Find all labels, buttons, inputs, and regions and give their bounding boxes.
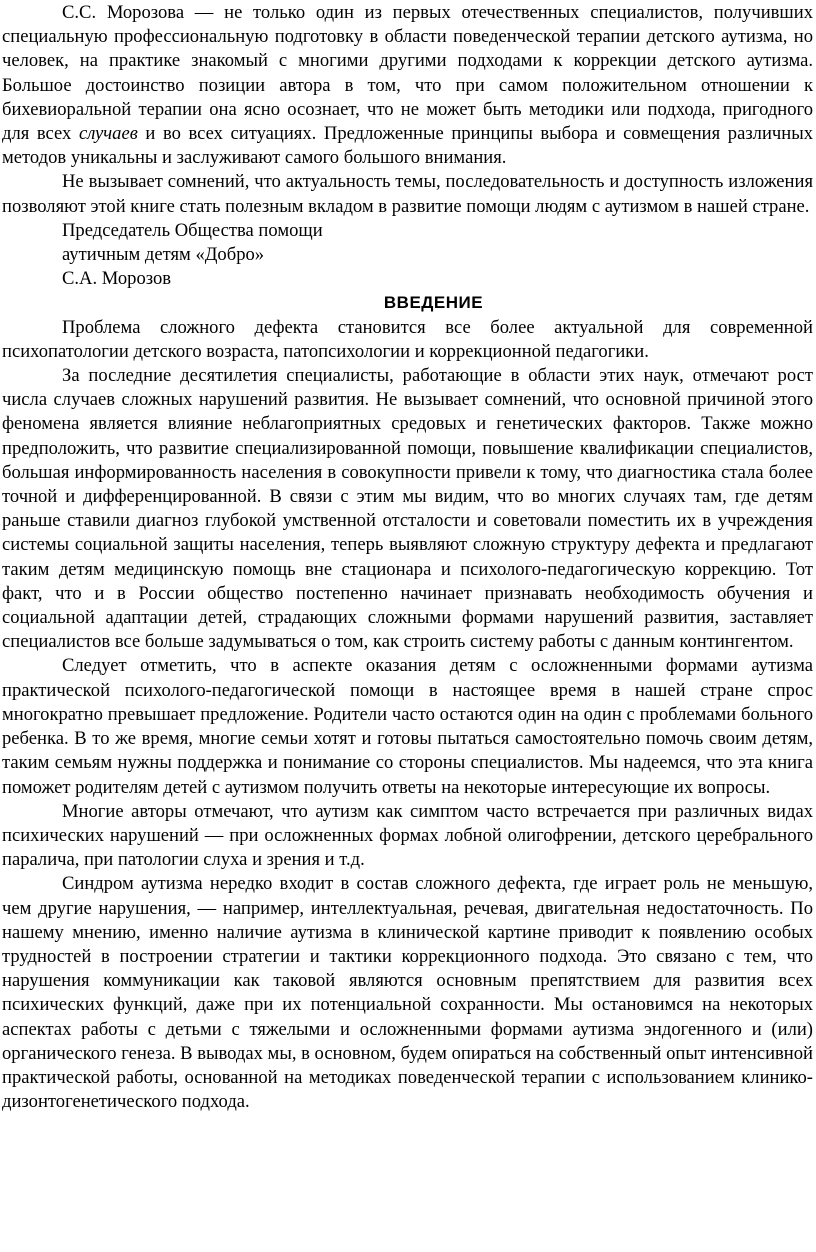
signature-line-3: С.А. Морозов (62, 268, 172, 290)
foreword-paragraph-2: Не вызывает сомнений, что актуальность темы, последовательность и доступность изложения позволяют этой книге стать полезным вкладом в развитие помощи людям с аутизмом в нашей стране. (2, 171, 813, 217)
intro-paragraph: За последние десятилетия специалисты, работающие в области этих наук, отмечают рост числа случаев сложных нарушений развития. Не вызывает сомнений, что основной причиной этого феномена является влияние неблагоприятных средовых и генетических факторов. Также можно предположить, что развитие специализированной помощи, повышение квалификации специалистов, большая информированность населения в совокупности привели к тому, что диагностика стала более точной и дифференцированной. В связи с этим мы видим, что во многих случаях там, где детям раньше ставили диагноз глубокой умственной отсталости и советовали поместить их в учреждения системы социальной защиты населения, теперь выявляют сложную структуру дефекта и предлагают таким детям медицинскую помощь вне стационара и психолого-педагогическую коррекцию. Тот факт, что и в России общество постепенно начинает признавать необходимость обучения и социальной адаптации детей, страдающих сложными формами нарушений развития, заставляет специалистов все больше задумываться о том, как строить систему работы с данным контингентом. (2, 365, 813, 653)
foreword-paragraph-1-emphasis: случаев (78, 123, 138, 145)
intro-paragraph: Проблема сложного дефекта становится все более актуальной для современной психопатологии детского возраста, патопсихологии и коррекционной педагогики. (2, 316, 813, 362)
signature-line-2: аутичным детям «Добро» (62, 244, 265, 266)
intro-paragraph: Синдром аутизма нередко входит в состав сложного дефекта, где играет роль не меньшую, чем другие нарушения, — например, интеллектуальная, речевая, двигательная недостаточность. По нашему мнению, именно наличие аутизма в клинической картине приводит к появлению особых трудностей в построении стратегии и тактики коррекционного подхода. Это связано с тем, что нарушения коммуникации как таковой являются основным препятствием для развития всех психических функций, даже при их потенциальной сохранности. Мы остановимся на некоторых аспектах работы с детьми с тяжелыми и осложненными формами аутизма эндогенного и (или) органического генеза. В выводах мы, в основном, будем опираться на собственный опыт интенсивной практической работы, основанной на методиках поведенческой терапии с использованием клинико-дизонтогенетического подхода. (2, 873, 813, 1113)
foreword-paragraph-1 (2, 1, 813, 170)
signature-line-1: Председатель Общества помощи (62, 219, 323, 241)
intro-paragraph: Следует отметить, что в аспекте оказания детям с осложненными формами аутизма практической психолого-педагогической помощи в настоящее время в нашей стране спрос многократно превышает предложение. Родители часто остаются один на один с проблемами больного ребенка. В то же время, многие семьи хотят и готовы пытаться самостоятельно помочь своим детям, таким семьям нужны поддержка и понимание со стороны специалистов. Мы надеемся, что эта книга поможет родителям детей с аутизмом получить ответы на некоторые интересующие их вопросы. (2, 655, 813, 798)
intro-paragraph: Многие авторы отмечают, что аутизм как симптом часто встречается при различных видах психических нарушений — при осложненных формах лобной олигофрении, детского церебрального паралича, при патологии слуха и зрения и т.д. (2, 800, 813, 871)
foreword-paragraph-1-text-a: С.С. Морозова — не только один из первых отечественных специалистов, получивших специальную профессиональную подготовку в области поведенческой терапии детского аутизма, но человек, на практике знакомый с многими другими подходами к коррекции детского аутизма. Большое достоинство позиции автора в том, что при самом положительном отношении к бихевиоральной терапии она ясно осознает, что не может быть методики или подхода, пригодного для всех (2, 2, 813, 145)
section-heading: ВВЕДЕНИЕ (383, 293, 484, 313)
foreword-paragraph-1-text-b: и во всех ситуациях. Предложенные принципы выбора и совмещения различных методов уникальны и заслуживают самого большого внимания. (2, 123, 813, 169)
